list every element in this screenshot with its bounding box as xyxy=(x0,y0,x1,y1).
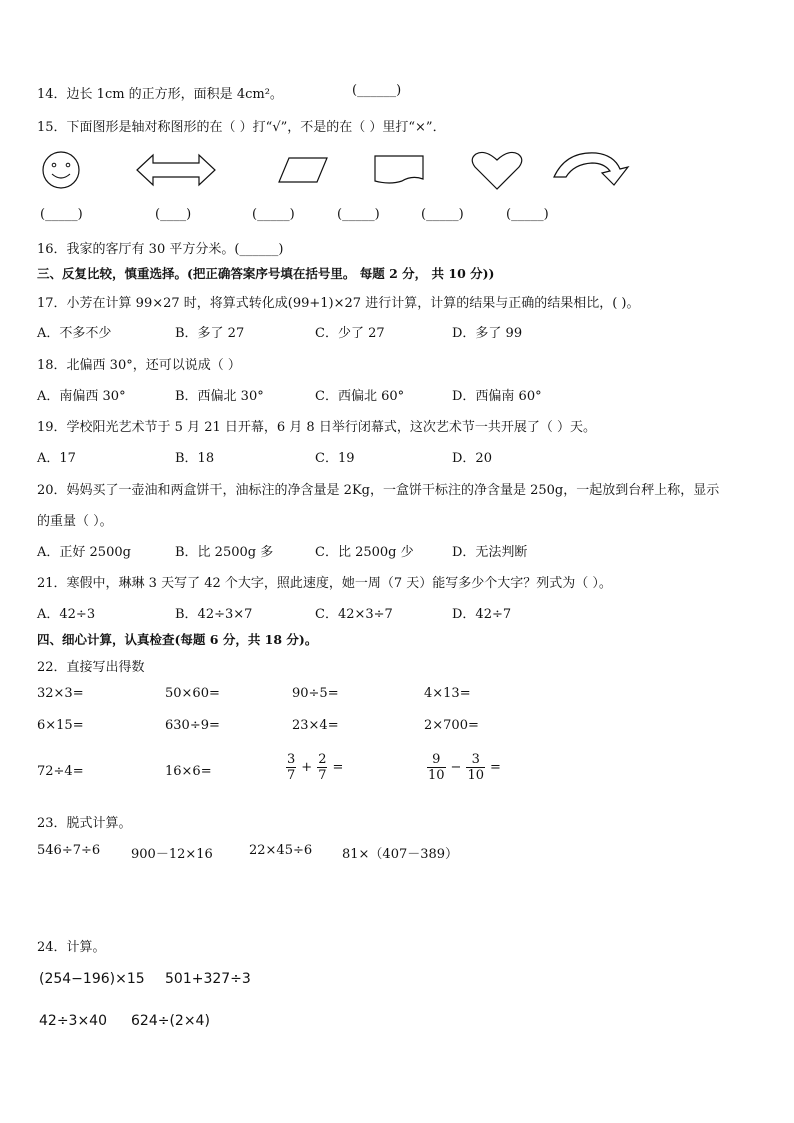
q18-option-a[interactable]: A．南偏西 30° xyxy=(37,389,126,404)
answer-blank-15-2[interactable]: (____) xyxy=(155,207,192,222)
q22-item-8: 2×700= xyxy=(424,718,479,733)
equals-sign: = xyxy=(490,760,501,775)
answer-blank-14[interactable]: (______) xyxy=(352,83,402,98)
q23-item-2: 900－12×16 xyxy=(131,847,213,862)
q22-fraction-sum xyxy=(284,752,346,783)
denominator: 10 xyxy=(428,768,445,783)
question-14-text: 14．边长 1cm 的正方形，面积是 4cm²。 xyxy=(37,87,283,102)
q17-option-b[interactable]: B．多了 27 xyxy=(175,326,245,341)
q22-item-3: 90÷5= xyxy=(292,686,339,701)
q22-item-4: 4×13= xyxy=(424,686,471,701)
curved-arrow-icon xyxy=(552,147,634,189)
q23-item-1: 546÷7÷6 xyxy=(37,843,101,858)
answer-blank-15-1[interactable]: (_____) xyxy=(40,207,83,222)
q18-option-c[interactable]: C．西偏北 60° xyxy=(315,389,405,404)
q24-item-4: 624÷(2×4) xyxy=(131,1013,210,1029)
q20-option-c[interactable]: C．比 2500g 少 xyxy=(315,545,414,560)
q18-option-b[interactable]: B．西偏北 30° xyxy=(175,389,264,404)
q22-item-1: 32×3= xyxy=(37,686,84,701)
q21-option-d[interactable]: D．42÷7 xyxy=(452,607,512,622)
denominator: 7 xyxy=(287,768,296,783)
q19-option-d[interactable]: D．20 xyxy=(452,451,492,466)
q20-option-b[interactable]: B．比 2500g 多 xyxy=(175,545,274,560)
q21-option-c[interactable]: C．42×3÷7 xyxy=(315,607,393,622)
section-3-heading: 三、反复比较，慎重选择。(把正确答案序号填在括号里。 每题 2 分， 共 10 分)) xyxy=(37,266,495,281)
fraction-3-10 xyxy=(466,752,485,783)
q22-fraction-difference xyxy=(425,752,504,783)
answer-blank-15-4[interactable]: (_____) xyxy=(337,207,380,222)
q24-item-2: 501+327÷3 xyxy=(165,971,251,987)
denominator: 7 xyxy=(318,768,327,783)
question-24-title: 24．计算。 xyxy=(37,940,106,955)
q23-item-4: 81×（407－389） xyxy=(342,847,459,862)
fraction-3-7 xyxy=(286,752,296,783)
question-19: 19．学校阳光艺术节于 5 月 21 日开幕，6 月 8 日举行闭幕式，这次艺术节一共开展了（ ）天。 xyxy=(37,420,596,435)
numerator: 3 xyxy=(287,752,296,767)
q17-option-d[interactable]: D．多了 99 xyxy=(452,326,523,341)
question-16: 16．我家的客厅有 30 平方分米。(______) xyxy=(37,242,284,257)
q22-item-2: 50×60= xyxy=(165,686,220,701)
answer-blank-15-3[interactable]: (_____) xyxy=(252,207,295,222)
q22-item-9: 72÷4= xyxy=(37,764,84,779)
question-20-line-1: 20．妈妈买了一壶油和两盒饼干，油标注的净含量是 2Kg，一盒饼干标注的净含量是 250g，一起放到台秤上称，显示 xyxy=(37,483,720,498)
q19-option-c[interactable]: C．19 xyxy=(315,451,355,466)
fraction-2-7 xyxy=(317,752,327,783)
parallelogram-icon xyxy=(277,156,329,184)
q22-item-7: 23×4= xyxy=(292,718,339,733)
numerator: 9 xyxy=(432,752,441,767)
q23-item-3: 22×45÷6 xyxy=(249,843,313,858)
smiley-face-icon xyxy=(40,150,82,190)
q19-option-a[interactable]: A．17 xyxy=(37,451,76,466)
q24-item-1: (254−196)×15 xyxy=(39,971,145,987)
q21-option-a[interactable]: A．42÷3 xyxy=(37,607,96,622)
question-15: 15．下面图形是轴对称图形的在（ ）打“√”，不是的在（ ）里打“×”． xyxy=(37,120,446,135)
q20-option-a[interactable]: A．正好 2500g xyxy=(37,545,131,560)
fraction-9-10 xyxy=(427,752,446,783)
q24-item-3: 42÷3×40 xyxy=(39,1013,107,1029)
question-17: 17．小芳在计算 99×27 时，将算式转化成(99+1)×27 进行计算，计算的结果与正确的结果相比，( )。 xyxy=(37,296,640,311)
question-18: 18．北偏西 30°，还可以说成（ ） xyxy=(37,358,241,373)
question-14 xyxy=(37,83,283,102)
flag-shape-icon xyxy=(372,153,426,185)
answer-blank-15-5[interactable]: (_____) xyxy=(421,207,464,222)
double-arrow-icon xyxy=(135,152,217,188)
q22-item-6: 630÷9= xyxy=(165,718,220,733)
q19-option-b[interactable]: B．18 xyxy=(175,451,215,466)
denominator: 10 xyxy=(467,768,484,783)
question-22-title: 22．直接写出得数 xyxy=(37,660,145,675)
plus-operator: + xyxy=(301,760,313,775)
q22-item-10: 16×6= xyxy=(165,764,212,779)
heart-icon xyxy=(470,151,524,191)
numerator: 2 xyxy=(318,752,327,767)
q22-item-5: 6×15= xyxy=(37,718,84,733)
q21-option-b[interactable]: B．42÷3×7 xyxy=(175,607,253,622)
section-4-heading: 四、细心计算，认真检查(每题 6 分，共 18 分)。 xyxy=(37,632,318,647)
question-21: 21．寒假中，琳琳 3 天写了 42 个大字，照此速度，她一周（7 天）能写多少个大字？列式为（ ）。 xyxy=(37,576,612,591)
q18-option-d[interactable]: D．西偏南 60° xyxy=(452,389,542,404)
q17-option-a[interactable]: A．不多不少 xyxy=(37,326,112,341)
q17-option-c[interactable]: C．少了 27 xyxy=(315,326,385,341)
equals-sign: = xyxy=(332,760,344,775)
question-20-line-2: 的重量（ ）。 xyxy=(37,514,113,529)
q20-option-d[interactable]: D．无法判断 xyxy=(452,545,528,560)
numerator: 3 xyxy=(471,752,480,767)
answer-blank-15-6[interactable]: (_____) xyxy=(506,207,549,222)
minus-operator: − xyxy=(450,760,462,775)
question-23-title: 23．脱式计算。 xyxy=(37,816,132,831)
